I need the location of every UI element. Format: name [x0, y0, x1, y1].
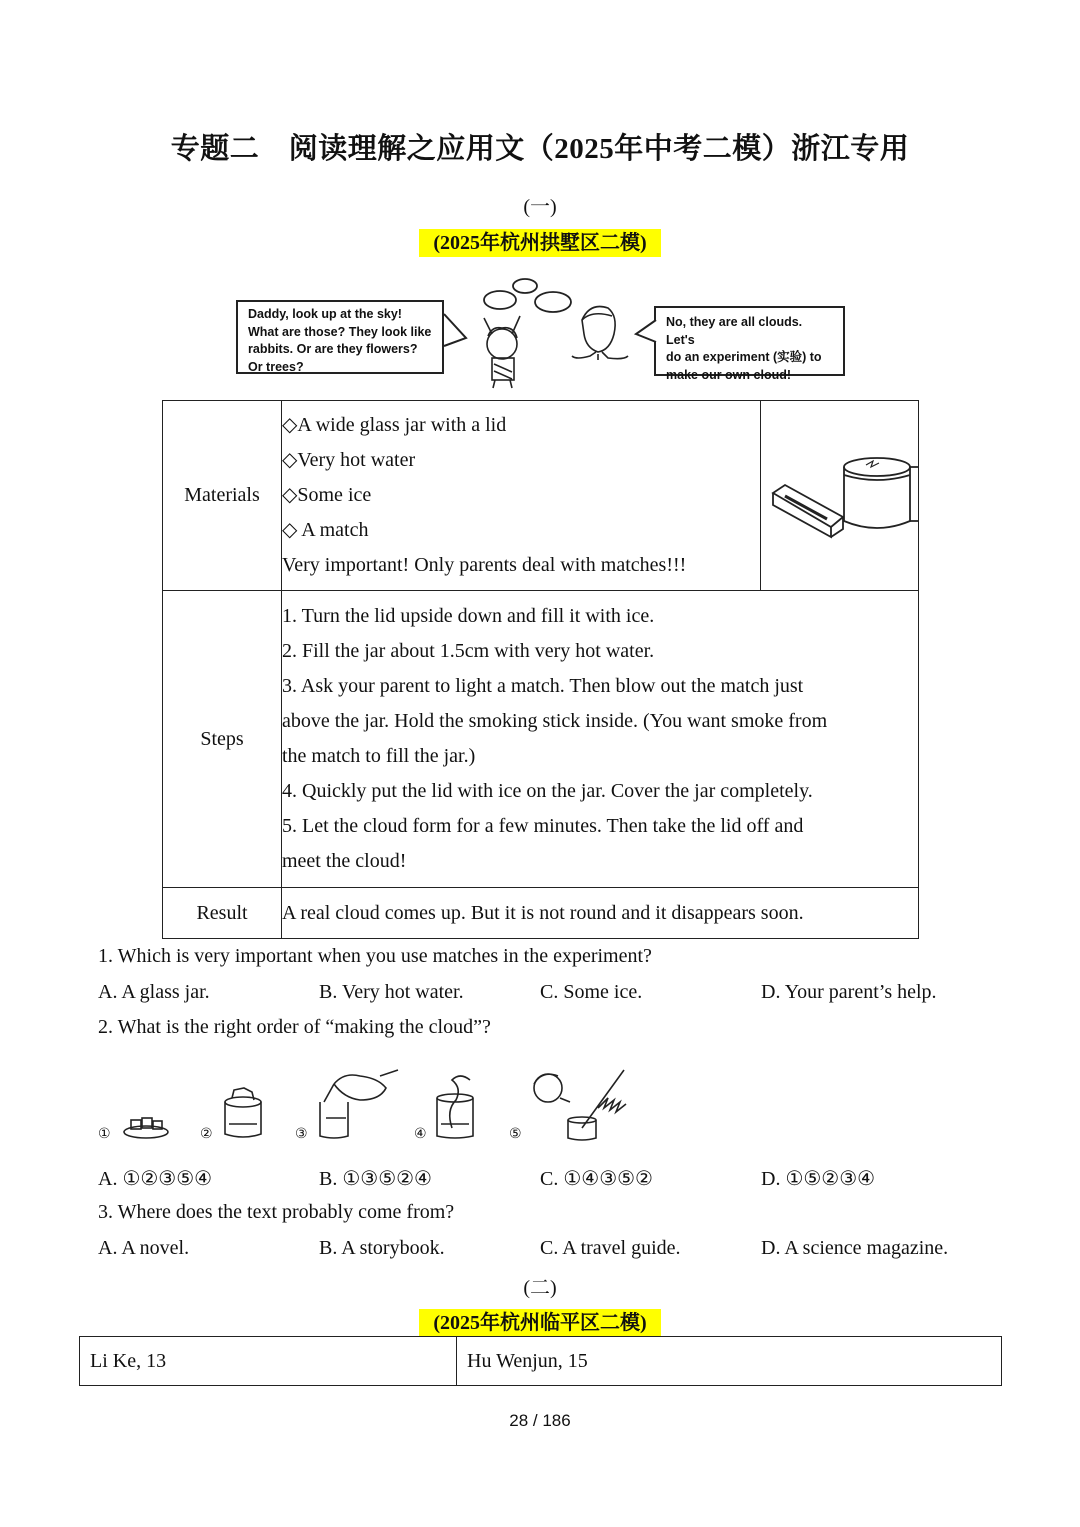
q2-option-b[interactable]: B. ①③⑤②④ [319, 1168, 432, 1190]
q2-option-c[interactable]: C. ①④③⑤② [540, 1168, 653, 1190]
bubble-line: Daddy, look up at the sky! [248, 307, 402, 321]
q1-option-c[interactable]: C. Some ice. [540, 981, 643, 1003]
result-text: A real cloud comes up. But it is not round and it disappears soon. [282, 888, 919, 939]
material-item: ◇Very hot water [282, 449, 416, 471]
materials-picture [761, 401, 919, 591]
child-blowing-match-icon [534, 1070, 626, 1140]
bubble-line: rabbits. Or are they flowers? [248, 342, 418, 356]
comic-illustration [440, 276, 660, 391]
steps-list [282, 591, 919, 888]
section-2-source [0, 1306, 1080, 1335]
section-1-label: (一) [523, 196, 557, 218]
q3-option-d[interactable]: D. A science magazine. [761, 1237, 949, 1259]
jar-and-matchbox-icon [761, 401, 918, 590]
question-1: 1. Which is very important when you use matches in the experiment? [98, 945, 652, 967]
bubble-line: do an experiment (实验) to [666, 350, 822, 364]
cloud-steps-pictures [98, 1058, 638, 1144]
bubble-line: No, they are all clouds. Let's [666, 315, 803, 347]
q2-option-a[interactable]: A. ①②③⑤④ [98, 1168, 213, 1190]
pouring-water-icon [320, 1070, 398, 1138]
people-table [79, 1336, 1002, 1386]
page-number: 28 / 186 [509, 1411, 571, 1430]
section-1-source [0, 226, 1080, 255]
section-2-label: (二) [523, 1277, 557, 1299]
bubble-line: What are those? They look like [248, 324, 432, 339]
section-2-source-text: (2025年杭州临平区二模) [419, 1309, 660, 1337]
pic-label-4: ④ [414, 1126, 427, 1142]
q3-option-b[interactable]: B. A storybook. [319, 1237, 445, 1259]
result-label: Result [163, 888, 282, 939]
step-line: 4. Quickly put the lid with ice on the jar. Cover the jar completely. [282, 780, 813, 802]
material-item: ◇Some ice [282, 484, 372, 506]
steps-row [163, 591, 919, 888]
clouds-icon [484, 279, 571, 312]
pic-label-2: ② [200, 1126, 213, 1142]
material-warning: Very important! Only parents deal with matches!!! [282, 554, 687, 576]
covered-jar-icon [225, 1088, 261, 1137]
question-3: 3. Where does the text probably come from? [98, 1201, 455, 1223]
materials-list [282, 401, 761, 591]
smoking-jar-icon [437, 1076, 473, 1138]
question-2: 2. What is the right order of “making the cloud”? [98, 1016, 491, 1038]
material-item: ◇ A match [282, 519, 369, 541]
q1-option-b[interactable]: B. Very hot water. [319, 981, 464, 1003]
comic-right-bubble [654, 306, 845, 382]
materials-row [163, 401, 919, 591]
step-line: above the jar. Hold the smoking stick inside. (You want smoke from [282, 710, 828, 732]
people-row [80, 1337, 1002, 1386]
person-hu-wenjun: Hu Wenjun, 15 [457, 1337, 1002, 1386]
q3-option-a[interactable]: A. A novel. [98, 1237, 190, 1259]
q2-option-d[interactable]: D. ①⑤②③④ [761, 1168, 876, 1190]
step-line: the match to fill the jar.) [282, 745, 476, 767]
section-1-source-text: (2025年杭州拱墅区二模) [419, 229, 660, 257]
experiment-table [162, 400, 919, 939]
bubble-line: Or trees? [248, 359, 304, 374]
father-figure-icon [572, 307, 628, 361]
bubble-line: make our own cloud! [666, 367, 792, 382]
page-title: 专题二 阅读理解之应用文（2025年中考二模）浙江专用 [170, 133, 910, 165]
materials-label: Materials [163, 401, 282, 591]
step-line: 2. Fill the jar about 1.5cm with very hot water. [282, 640, 655, 662]
step-line: 1. Turn the lid upside down and fill it with ice. [282, 605, 655, 627]
lid-with-ice-icon [124, 1118, 168, 1138]
step-line: 5. Let the cloud form for a few minutes. Then take the lid off and [282, 815, 804, 837]
q3-option-c[interactable]: C. A travel guide. [540, 1237, 681, 1259]
pic-label-1: ① [98, 1126, 111, 1142]
q1-option-d[interactable]: D. Your parent’s help. [761, 981, 937, 1003]
step-line: meet the cloud! [282, 850, 407, 872]
child-figure-icon [484, 316, 520, 388]
material-item: ◇A wide glass jar with a lid [282, 414, 507, 436]
pic-label-5: ⑤ [509, 1126, 522, 1142]
steps-label: Steps [163, 591, 282, 888]
pic-label-3: ③ [295, 1126, 308, 1142]
q1-option-a[interactable]: A. A glass jar. [98, 981, 210, 1003]
person-li-ke: Li Ke, 13 [80, 1337, 457, 1386]
comic-left-bubble [236, 300, 444, 374]
result-row [163, 888, 919, 939]
step-line: 3. Ask your parent to light a match. Then blow out the match just [282, 675, 804, 697]
